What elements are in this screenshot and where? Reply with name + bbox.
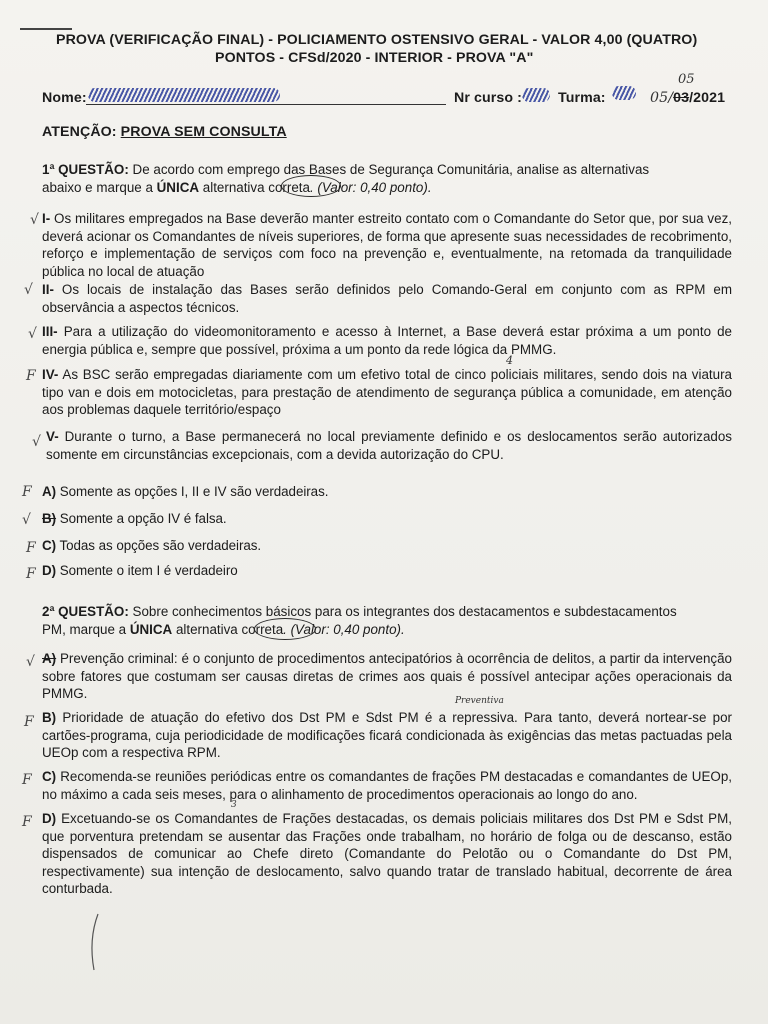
date-correction: 05 (678, 72, 695, 87)
date-year: /2021 (689, 90, 726, 106)
q1-item4-text: As BSC serão empregadas diariamente com um efetivo total de cinco policiais militares, sendo dois na viatura tipo van e dois em motocicletas, para prestação de atendimento de segurança pública a comunidade, em atenção aos problemas daquele território/espaço (42, 367, 732, 417)
q2-handwritten-preventiva: Preventiva (455, 696, 504, 706)
q1-intro-line1: De acordo com emprego das Bases de Segurança Comunitária, analise as alternativas (128, 162, 650, 177)
q1-item2-num: II- (42, 282, 54, 297)
q1-item3-mark: √ (28, 326, 37, 342)
q2-optA-text: Prevenção criminal: é o conjunto de procedimentos antecipatórios à ocorrência de delitos, a partir da intervenção sobre fatores que costumam ser causas diretas de crimes aos quais é possível antecipar ações operacionais da PMMG. (42, 651, 732, 701)
q2-optD-text: Excetuando-se os Comandantes de Frações destacadas, os demais policiais militares dos Dst PM e Sdst PM, que porventura pretendam se ausentar das Frações onde trabalham, no horário de folga ou de descanso, estão dispensados de comunicar ao Chefe direto (Comandante do Pelotão ou o Comandante do Dst PM, respectivamente) sua intenção de deslocamento, salvo quando tratar de translado habitual, decorrente de área conturbada. (42, 811, 732, 896)
q2-value: . (Valor: 0,40 ponto). (283, 621, 405, 637)
q2-optB-letter: B) (42, 710, 57, 725)
q1-optD-text: Somente o item I é verdadeiro (56, 563, 238, 578)
exam-title-line1: PROVA (VERIFICAÇÃO FINAL) - POLICIAMENTO OSTENSIVO GERAL - VALOR 4,00 (QUATRO) (56, 32, 698, 48)
q1-item1-text: Os militares empregados na Base deverão manter estreito contato com o Comandante do Setor que, por sua vez, deverá acionar os Comandantes de níveis superiores, de forma que apresente suas necessidades de recobrimento, reforço e implementação de serviços com foco na prevenção e, eventualmente, na retomada da tranquilidade pública no local de atuação (42, 211, 732, 279)
q1-optA-letter: A) (42, 484, 57, 499)
q2-optC-mark: F (22, 772, 32, 788)
q1-item5-text: Durante o turno, a Base permanecerá no local previamente definido e os deslocamentos serão autorizados somente em circunstâncias excepcionais, com a devida autorização do CPU. (46, 429, 732, 462)
name-signature-scribble (88, 88, 280, 102)
date-month-struck: 03 (673, 90, 690, 106)
q1-item2-text: Os locais de instalação das Bases serão definidos pelo Comando-Geral em conjunto com as RPM em observância a aspectos técnicos. (42, 282, 732, 315)
q2-optB-mark: F (24, 714, 34, 730)
q1-item5-mark: √ (32, 434, 41, 450)
q1-optA (42, 483, 328, 501)
q2-optA (42, 650, 732, 703)
curso-label: Nr curso : (454, 90, 523, 106)
q1-optB-mark: √ (22, 512, 31, 528)
q1-optC-letter: C) (42, 538, 57, 553)
turma-label: Turma: (558, 90, 606, 106)
q1-optD-mark: F (26, 566, 36, 582)
q1-item4 (42, 366, 732, 419)
q1-intro-line2a: abaixo e marque a (42, 179, 157, 195)
q1-title: 1ª QUESTÃO: (42, 162, 129, 177)
q1-item3 (42, 323, 732, 358)
turma-scribble (612, 86, 636, 100)
q2-optC-letter: C) (42, 769, 57, 784)
q2-unica: ÚNICA (129, 621, 173, 637)
q1-item1-num: I- (42, 211, 51, 226)
atencao-text: PROVA SEM CONSULTA (120, 124, 287, 140)
q2-optC (42, 768, 732, 803)
q1-optA-mark: F (22, 484, 32, 500)
q1-intro-line2c: alternativa (199, 179, 269, 195)
atencao-label: ATENÇÃO: (42, 124, 117, 140)
nome-label: Nome: (42, 90, 87, 106)
q1-optD (42, 562, 238, 580)
exam-date (650, 90, 725, 106)
q1-item5-num: V- (46, 429, 59, 444)
q2-handwritten-3: 3 (231, 800, 237, 810)
q1-correta: correta (268, 179, 310, 195)
q2-optD-letter: D) (42, 811, 57, 826)
q1-item2-mark: √ (24, 282, 33, 298)
q1-optC-mark: F (26, 540, 36, 556)
nome-underline (86, 104, 446, 105)
q1-item5 (46, 428, 732, 463)
q1-optB (42, 510, 227, 528)
pen-stroke-bottom (84, 912, 104, 972)
atencao-line (42, 124, 287, 140)
q2-optB (42, 709, 732, 762)
date-day: 05/ (650, 90, 674, 106)
q2-optA-mark: √ (26, 654, 35, 670)
q2-optC-text: Recomenda-se reuniões periódicas entre os comandantes de frações PM destacadas e comandantes de UEOp, no máximo a cada seis meses, para o alinhamento de procedimentos operacionais ao longo do ano. (42, 769, 732, 802)
q1-optC (42, 537, 261, 555)
q2-optB-text: Prioridade de atuação do efetivo dos Dst PM e Sdst PM é a repressiva. Para tanto, deverá nortear-se por cartões-programa, cuja periodicidade de modificações ficará condicionada às exigências das metas pactuadas pela UEOp com a respectiva RPM. (42, 710, 732, 760)
q1-optD-letter: D) (42, 563, 57, 578)
q1-item1 (42, 210, 732, 280)
q2-intro-line2c: alternativa (172, 621, 242, 637)
q1-item2 (42, 281, 732, 316)
q2-optA-letter: A) (42, 651, 57, 666)
q1-optB-text: Somente a opção IV é falsa. (56, 511, 227, 526)
curso-scribble (522, 88, 550, 102)
q1-value: . (Valor: 0,40 ponto). (309, 179, 432, 195)
q1-intro (42, 161, 732, 196)
exam-title-line2: PONTOS - CFSd/2020 - INTERIOR - PROVA "A" (215, 50, 534, 66)
q1-unica: ÚNICA (156, 179, 200, 195)
pen-stroke (20, 28, 72, 30)
q2-intro (42, 603, 732, 638)
q1-item4-mark: F (26, 368, 36, 384)
q2-optD (42, 810, 732, 898)
q2-intro-line1: Sobre conhecimentos básicos para os integrantes dos destacamentos e subdestacamentos (128, 604, 677, 619)
q1-optA-text: Somente as opções I, II e IV são verdadeiras. (56, 484, 329, 499)
q2-intro-line2a: PM, marque a (42, 621, 130, 637)
q2-optD-mark: F (22, 814, 32, 830)
q1-item4-num: IV- (42, 367, 59, 382)
q2-correta-circle (254, 618, 316, 640)
q1-correta-circle (281, 175, 341, 197)
q2-correta: correta (241, 621, 284, 637)
q2-title: 2ª QUESTÃO: (42, 604, 129, 619)
q1-item3-text: Para a utilização do videomonitoramento e acesso à Internet, a Base deverá estar próxima a um ponto de energia pública e, sempre que possível, próxima a um ponto da rede lógica da PMMG. (42, 324, 732, 357)
q1-item3-num: III- (42, 324, 58, 339)
q1-handwritten-4: 4 (506, 354, 513, 367)
q1-optB-letter: B) (42, 511, 57, 526)
q1-item1-mark: √ (30, 212, 39, 228)
q1-optC-text: Todas as opções são verdadeiras. (56, 538, 262, 553)
